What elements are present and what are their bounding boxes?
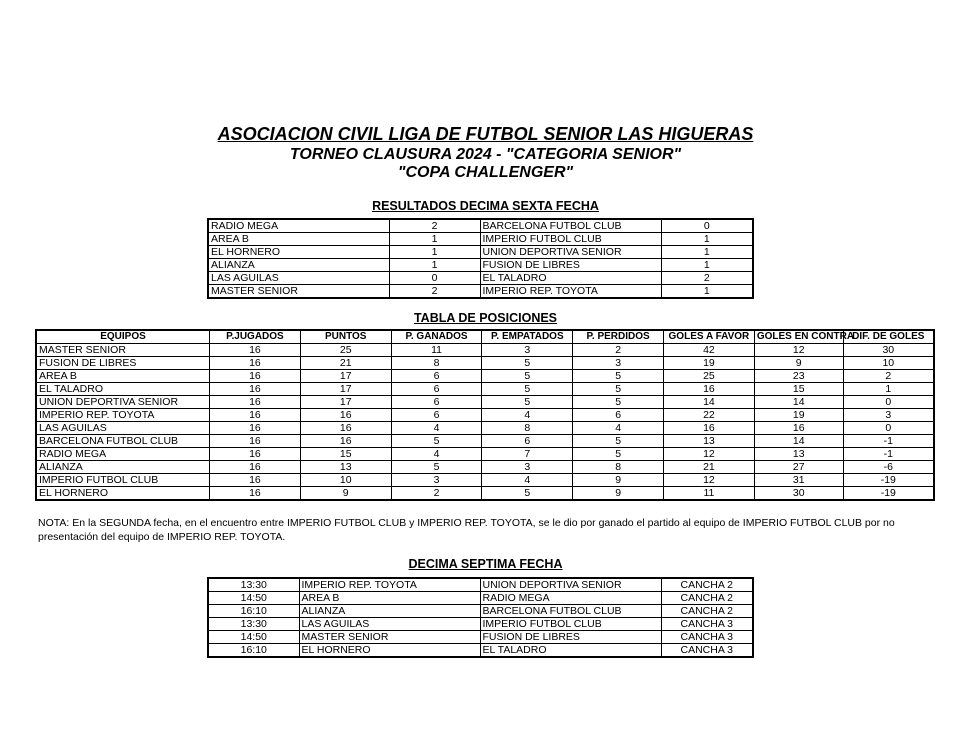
away-team: RADIO MEGA <box>480 592 661 605</box>
stat-value: 16 <box>300 435 391 448</box>
stat-value: 23 <box>754 370 843 383</box>
team-name: RADIO MEGA <box>36 448 210 461</box>
column-header: P. GANADOS <box>391 330 482 344</box>
fixture-table <box>207 577 754 658</box>
field: CANCHA 3 <box>661 644 753 658</box>
stat-value: 3 <box>573 357 664 370</box>
standings-row <box>36 448 934 461</box>
stat-value: 10 <box>843 357 934 370</box>
results-row <box>208 285 753 299</box>
stat-value: 17 <box>300 396 391 409</box>
stat-value: 3 <box>482 344 573 357</box>
stat-value: 16 <box>210 487 301 501</box>
standings-row <box>36 357 934 370</box>
stat-value: 5 <box>482 383 573 396</box>
standings-row <box>36 344 934 357</box>
away-goals: 0 <box>661 219 753 233</box>
stat-value: 16 <box>210 370 301 383</box>
team-name: UNION DEPORTIVA SENIOR <box>36 396 210 409</box>
column-header: GOLES EN CONTRA <box>754 330 843 344</box>
away-team: EL TALADRO <box>480 272 661 285</box>
stat-value: 30 <box>754 487 843 501</box>
home-team: LAS AGUILAS <box>208 272 389 285</box>
stat-value: 0 <box>843 396 934 409</box>
stat-value: 12 <box>754 344 843 357</box>
stat-value: 21 <box>300 357 391 370</box>
stat-value: 16 <box>210 448 301 461</box>
home-team: LAS AGUILAS <box>299 618 480 631</box>
fixture-row <box>208 592 753 605</box>
home-team: EL HORNERO <box>208 246 389 259</box>
stat-value: 5 <box>391 435 482 448</box>
stat-value: 5 <box>573 396 664 409</box>
stat-value: 10 <box>300 474 391 487</box>
home-team: IMPERIO REP. TOYOTA <box>299 578 480 592</box>
column-header: GOLES A FAVOR <box>664 330 755 344</box>
away-goals: 1 <box>661 246 753 259</box>
stat-value: -19 <box>843 487 934 501</box>
stat-value: 7 <box>482 448 573 461</box>
home-team: RADIO MEGA <box>208 219 389 233</box>
standings-heading: TABLA DE POSICIONES <box>413 311 558 325</box>
stat-value: 16 <box>210 461 301 474</box>
home-goals: 2 <box>389 219 480 233</box>
stat-value: 31 <box>754 474 843 487</box>
stat-value: 14 <box>664 396 755 409</box>
standings-row <box>36 409 934 422</box>
stat-value: 3 <box>482 461 573 474</box>
stat-value: 0 <box>843 422 934 435</box>
note-text: NOTA: En la SEGUNDA fecha, en el encuentro entre IMPERIO FUTBOL CLUB y IMPERIO REP. TOYOTA, se le dio por ganado el partido al equipo de IMPERIO FUTBOL CLUB por no presentación del equipo de IMPERIO REP. TOYOTA. <box>38 517 895 543</box>
stat-value: 17 <box>300 370 391 383</box>
standings-row <box>36 474 934 487</box>
away-goals: 1 <box>661 259 753 272</box>
stat-value: 6 <box>391 370 482 383</box>
stat-value: 16 <box>664 422 755 435</box>
stat-value: -6 <box>843 461 934 474</box>
results-row <box>208 259 753 272</box>
away-team: BARCELONA FUTBOL CLUB <box>480 219 661 233</box>
stat-value: 16 <box>210 409 301 422</box>
home-goals: 2 <box>389 285 480 299</box>
stat-value: 8 <box>482 422 573 435</box>
match-time: 13:30 <box>208 578 299 592</box>
stat-value: 8 <box>573 461 664 474</box>
away-team: IMPERIO FUTBOL CLUB <box>480 618 661 631</box>
stat-value: 30 <box>843 344 934 357</box>
away-goals: 1 <box>661 285 753 299</box>
stat-value: 19 <box>754 409 843 422</box>
stat-value: 21 <box>664 461 755 474</box>
home-goals: 1 <box>389 246 480 259</box>
results-table <box>207 218 754 299</box>
column-header: P. EMPATADOS <box>482 330 573 344</box>
standings-row <box>36 383 934 396</box>
stat-value: 16 <box>210 396 301 409</box>
team-name: MASTER SENIOR <box>36 344 210 357</box>
stat-value: 9 <box>573 487 664 501</box>
cup-title: "COPA CHALLENGER" <box>397 164 574 181</box>
stat-value: 16 <box>210 474 301 487</box>
stat-value: 2 <box>843 370 934 383</box>
league-title: ASOCIACION CIVIL LIGA DE FUTBOL SENIOR LAS HIGUERAS <box>217 124 754 144</box>
stat-value: 25 <box>664 370 755 383</box>
results-heading: RESULTADOS DECIMA SEXTA FECHA <box>372 199 599 213</box>
away-team: IMPERIO FUTBOL CLUB <box>480 233 661 246</box>
fixture-heading: DECIMA SEPTIMA FECHA <box>408 557 563 571</box>
fixture-row <box>208 605 753 618</box>
stat-value: 14 <box>754 396 843 409</box>
stat-value: 16 <box>210 357 301 370</box>
match-time: 16:10 <box>208 605 299 618</box>
stat-value: 22 <box>664 409 755 422</box>
home-team: MASTER SENIOR <box>299 631 480 644</box>
stat-value: 4 <box>482 409 573 422</box>
stat-value: 16 <box>754 422 843 435</box>
stat-value: 12 <box>664 474 755 487</box>
results-row <box>208 219 753 233</box>
stat-value: -1 <box>843 448 934 461</box>
fixture-row <box>208 578 753 592</box>
stat-value: 11 <box>664 487 755 501</box>
stat-value: 15 <box>754 383 843 396</box>
stat-value: 5 <box>391 461 482 474</box>
team-name: IMPERIO FUTBOL CLUB <box>36 474 210 487</box>
match-time: 13:30 <box>208 618 299 631</box>
stat-value: 5 <box>573 383 664 396</box>
standings-table <box>35 329 935 501</box>
field: CANCHA 2 <box>661 592 753 605</box>
results-row <box>208 246 753 259</box>
away-team: IMPERIO REP. TOYOTA <box>480 285 661 299</box>
results-row <box>208 272 753 285</box>
column-header: P. PERDIDOS <box>573 330 664 344</box>
stat-value: 11 <box>391 344 482 357</box>
stat-value: 17 <box>300 383 391 396</box>
column-header: EQUIPOS <box>36 330 210 344</box>
fixture-row <box>208 644 753 658</box>
match-time: 16:10 <box>208 644 299 658</box>
team-name: BARCELONA FUTBOL CLUB <box>36 435 210 448</box>
stat-value: 19 <box>664 357 755 370</box>
column-header: PUNTOS <box>300 330 391 344</box>
away-team: FUSION DE LIBRES <box>480 259 661 272</box>
home-goals: 1 <box>389 233 480 246</box>
away-team: FUSION DE LIBRES <box>480 631 661 644</box>
stat-value: 42 <box>664 344 755 357</box>
stat-value: 16 <box>210 344 301 357</box>
home-team: MASTER SENIOR <box>208 285 389 299</box>
away-team: UNION DEPORTIVA SENIOR <box>480 578 661 592</box>
stat-value: 12 <box>664 448 755 461</box>
column-header: P.JUGADOS <box>210 330 301 344</box>
stat-value: 9 <box>754 357 843 370</box>
standings-row <box>36 461 934 474</box>
home-team: ALIANZA <box>208 259 389 272</box>
stat-value: 1 <box>843 383 934 396</box>
team-name: IMPERIO REP. TOYOTA <box>36 409 210 422</box>
stat-value: 3 <box>843 409 934 422</box>
stat-value: 2 <box>391 487 482 501</box>
stat-value: 5 <box>482 396 573 409</box>
team-name: FUSION DE LIBRES <box>36 357 210 370</box>
standings-row <box>36 370 934 383</box>
away-goals: 1 <box>661 233 753 246</box>
stat-value: -19 <box>843 474 934 487</box>
away-team: EL TALADRO <box>480 644 661 658</box>
away-goals: 2 <box>661 272 753 285</box>
match-time: 14:50 <box>208 631 299 644</box>
home-team: ALIANZA <box>299 605 480 618</box>
standings-row <box>36 487 934 501</box>
home-team: AREA B <box>208 233 389 246</box>
home-team: EL HORNERO <box>299 644 480 658</box>
stat-value: 4 <box>573 422 664 435</box>
column-header: DIF. DE GOLES <box>843 330 934 344</box>
stat-value: 6 <box>573 409 664 422</box>
stat-value: -1 <box>843 435 934 448</box>
stat-value: 16 <box>210 435 301 448</box>
stat-value: 16 <box>300 422 391 435</box>
stat-value: 4 <box>391 422 482 435</box>
stat-value: 9 <box>573 474 664 487</box>
home-goals: 1 <box>389 259 480 272</box>
field: CANCHA 3 <box>661 618 753 631</box>
stat-value: 4 <box>391 448 482 461</box>
stat-value: 6 <box>391 383 482 396</box>
stat-value: 13 <box>754 448 843 461</box>
stat-value: 5 <box>573 448 664 461</box>
stat-value: 5 <box>482 487 573 501</box>
away-team: BARCELONA FUTBOL CLUB <box>480 605 661 618</box>
field: CANCHA 3 <box>661 631 753 644</box>
stat-value: 16 <box>210 383 301 396</box>
stat-value: 27 <box>754 461 843 474</box>
stat-value: 8 <box>391 357 482 370</box>
fixture-row <box>208 618 753 631</box>
match-time: 14:50 <box>208 592 299 605</box>
stat-value: 4 <box>482 474 573 487</box>
stat-value: 5 <box>482 370 573 383</box>
field: CANCHA 2 <box>661 578 753 592</box>
stat-value: 15 <box>300 448 391 461</box>
field: CANCHA 2 <box>661 605 753 618</box>
stat-value: 6 <box>391 409 482 422</box>
team-name: ALIANZA <box>36 461 210 474</box>
stat-value: 2 <box>573 344 664 357</box>
fixture-row <box>208 631 753 644</box>
team-name: AREA B <box>36 370 210 383</box>
away-team: UNION DEPORTIVA SENIOR <box>480 246 661 259</box>
team-name: EL HORNERO <box>36 487 210 501</box>
standings-row <box>36 422 934 435</box>
stat-value: 13 <box>664 435 755 448</box>
standings-row <box>36 396 934 409</box>
stat-value: 16 <box>300 409 391 422</box>
stat-value: 6 <box>391 396 482 409</box>
stat-value: 9 <box>300 487 391 501</box>
standings-row <box>36 435 934 448</box>
home-team: AREA B <box>299 592 480 605</box>
stat-value: 13 <box>300 461 391 474</box>
stat-value: 5 <box>482 357 573 370</box>
stat-value: 14 <box>754 435 843 448</box>
team-name: LAS AGUILAS <box>36 422 210 435</box>
stat-value: 6 <box>482 435 573 448</box>
stat-value: 16 <box>664 383 755 396</box>
stat-value: 25 <box>300 344 391 357</box>
stat-value: 3 <box>391 474 482 487</box>
stat-value: 5 <box>573 370 664 383</box>
team-name: EL TALADRO <box>36 383 210 396</box>
stat-value: 5 <box>573 435 664 448</box>
tournament-subtitle: TORNEO CLAUSURA 2024 - "CATEGORIA SENIOR" <box>289 146 682 163</box>
home-goals: 0 <box>389 272 480 285</box>
results-row <box>208 233 753 246</box>
stat-value: 16 <box>210 422 301 435</box>
